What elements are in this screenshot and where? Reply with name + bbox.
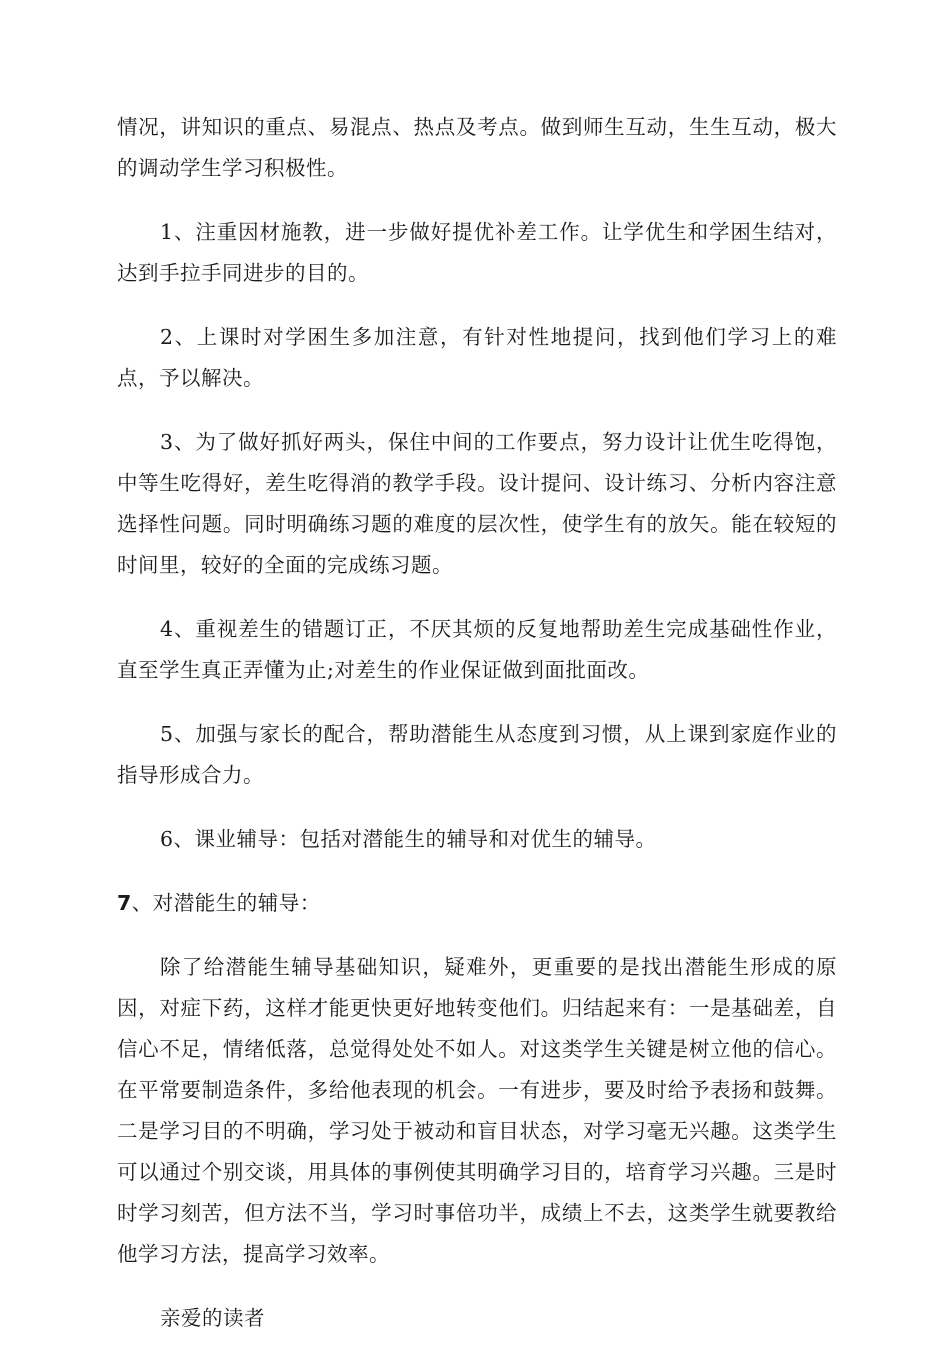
paragraph-closing: 亲爱的读者 xyxy=(160,1306,265,1330)
paragraph-body: 除了给潜能生辅导基础知识，疑难外，更重要的是找出潜能生形成的原因，对症下药，这样才能更快更好地转变他们。归结起来有：一是基础差，自信心不足，情绪低落，总觉得处处不如人。对这类学生关键是树立他的信心。在平常要制造条件，多给他表现的机会。一有进步，要及时给予表扬和鼓舞。二是学习目的不明确，学习处于被动和盲目状态，对学习毫无兴趣。这类学生可以通过个别交谈，用具体的事例使其明确学习目的，培育学习兴趣。三是时时学习刻苦，但方法不当，学习时事倍功半，成绩上不去，这类学生就要教给他学习方法，提高学习效率。 xyxy=(117,955,837,1266)
section-heading xyxy=(117,883,837,924)
paragraph-item-5: 5、加强与家长的配合，帮助潜能生从态度到习惯，从上课到家庭作业的指导形成合力。 xyxy=(117,722,837,787)
document-body xyxy=(117,107,837,1362)
section-heading-text: 、对潜能生的辅导： xyxy=(131,891,321,915)
section-heading-number: 7 xyxy=(117,891,132,915)
paragraph-item-6: 6、课业辅导：包括对潜能生的辅导和对优生的辅导。 xyxy=(160,827,657,851)
paragraph-item-4: 4、重视差生的错题订正，不厌其烦的反复地帮助差生完成基础性作业，直至学生真正弄懂为止;对差生的作业保证做到面批面改。 xyxy=(117,617,837,682)
paragraph-item-3: 3、为了做好抓好两头，保住中间的工作要点，努力设计让优生吃得饱，中等生吃得好，差生吃得消的教学手段。设计提问、设计练习、分析内容注意选择性问题。同时明确练习题的难度的层次性，使学生有的放矢。能在较短的时间里，较好的全面的完成练习题。 xyxy=(117,430,837,577)
paragraph-item-2: 2、上课时对学困生多加注意，有针对性地提问，找到他们学习上的难点，予以解决。 xyxy=(117,325,837,390)
paragraph-continuation: 情况，讲知识的重点、易混点、热点及考点。做到师生互动，生生互动，极大的调动学生学习积极性。 xyxy=(117,115,837,180)
paragraph-item-1: 1、注重因材施教，进一步做好提优补差工作。让学优生和学困生结对，达到手拉手同进步的目的。 xyxy=(117,220,837,285)
